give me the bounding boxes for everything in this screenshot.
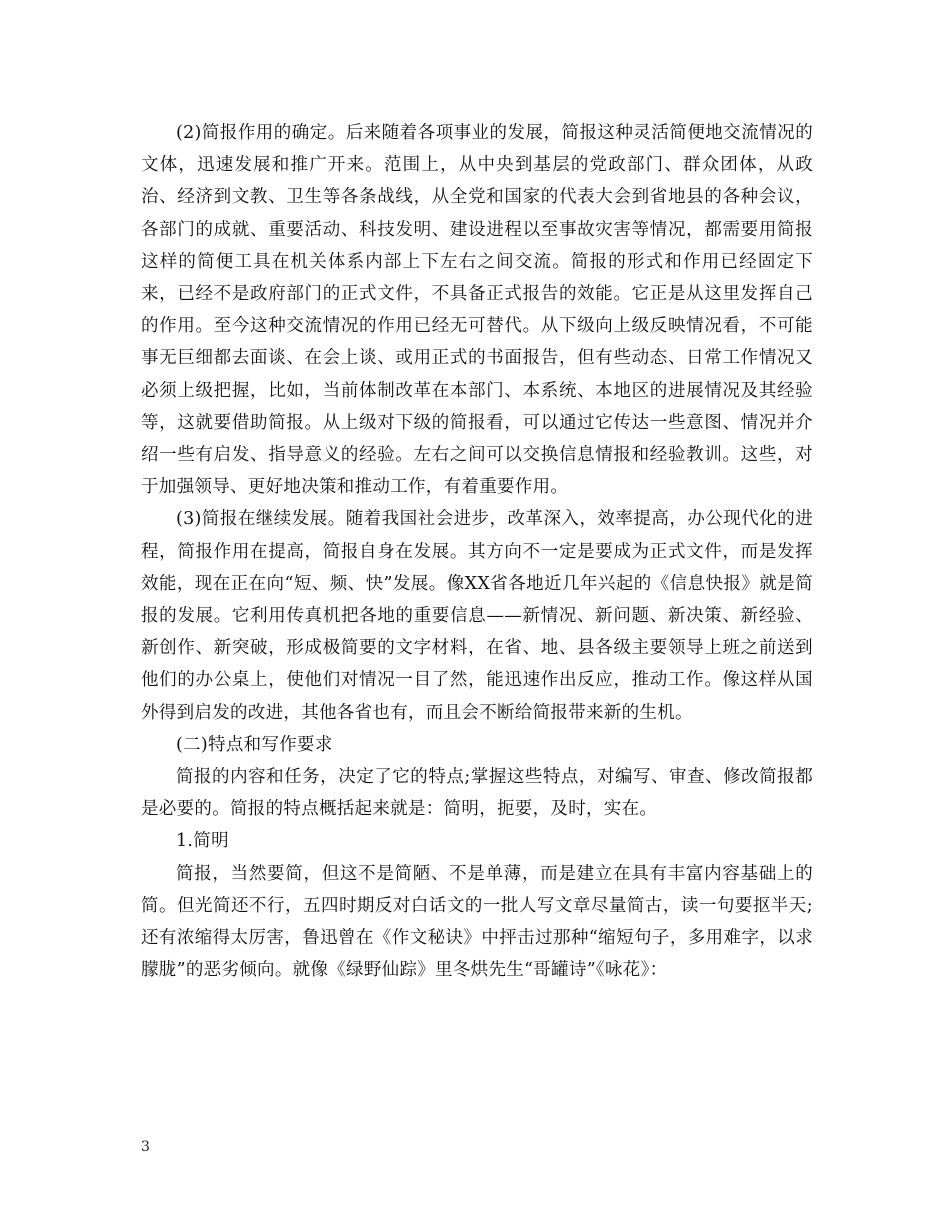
paragraph-concise: 简报，当然要简，但这不是简陋、不是单薄，而是建立在具有丰富内容基础上的简。但光简还不行，五四时期反对白话文的一批人写文章尽量简古，读一句要抠半天;还有浓缩得太厉害，鲁迅曾在《作文秘诀》中抨击过那种“缩短句子，多用难字，以求朦胧”的恶劣倾向。就像《绿野仙踪》里冬烘先生“哥罐诗”《咏花》：	[141, 863, 813, 981]
body-text	[141, 117, 813, 986]
subheading-concise: 1.简明	[176, 831, 229, 852]
page-number: 3	[141, 1139, 150, 1155]
section-heading-features: (二)特点和写作要求	[176, 734, 333, 755]
paragraph-briefing-role: (2)简报作用的确定。后来随着各项事业的发展，简报这种灵活简便地交流情况的文体，迅速发展和推广开来。范围上，从中央到基层的党政部门、群众团体，从政治、经济到文教、卫生等各条战线，从全党和国家的代表大会到省地县的各种会议，各部门的成就、重要活动、科技发明、建设进程以至事故灾害等情况，都需要用简报这样的简便工具在机关体系内部上下左右之间交流。简报的形式和作用已经固定下来，已经不是政府部门的正式文件，不具备正式报告的效能。它正是从这里发挥自己的作用。至今这种交流情况的作用已经无可替代。从下级向上级反映情况看，不可能事无巨细都去面谈、在会上谈、或用正式的书面报告，但有些动态、日常工作情况又必须上级把握，比如，当前体制改革在本部门、本系统、本地区的进展情况及其经验等，这就要借助简报。从上级对下级的简报看，可以通过它传达一些意图、情况并介绍一些有启发、指导意义的经验。左右之间可以交换信息情报和经验教训。这些，对于加强领导、更好地决策和推动工作，有着重要作用。	[141, 123, 813, 498]
paragraph-briefing-development: (3)简报在继续发展。随着我国社会进步，改革深入，效率提高，办公现代化的进程，简报作用在提高，简报自身在发展。其方向不一定是要成为正式文件，而是发挥效能，现在正在向“短、频、快”发展。像XX省各地近几年兴起的《信息快报》就是简报的发展。它利用传真机把各地的重要信息——新情况、新问题、新决策、新经验、新创作、新突破，形成极简要的文字材料，在省、地、县各级主要领导上班之前送到他们的办公桌上，使他们对情况一目了然，能迅速作出反应，推动工作。像这样从国外得到启发的改进，其他各省也有，而且会不断给简报带来新的生机。	[141, 509, 813, 723]
paragraph-features-intro: 简报的内容和任务，决定了它的特点;掌握这些特点，对编写、审查、修改简报都是必要的。简报的特点概括起来就是：简明，扼要，及时，实在。	[141, 767, 813, 820]
